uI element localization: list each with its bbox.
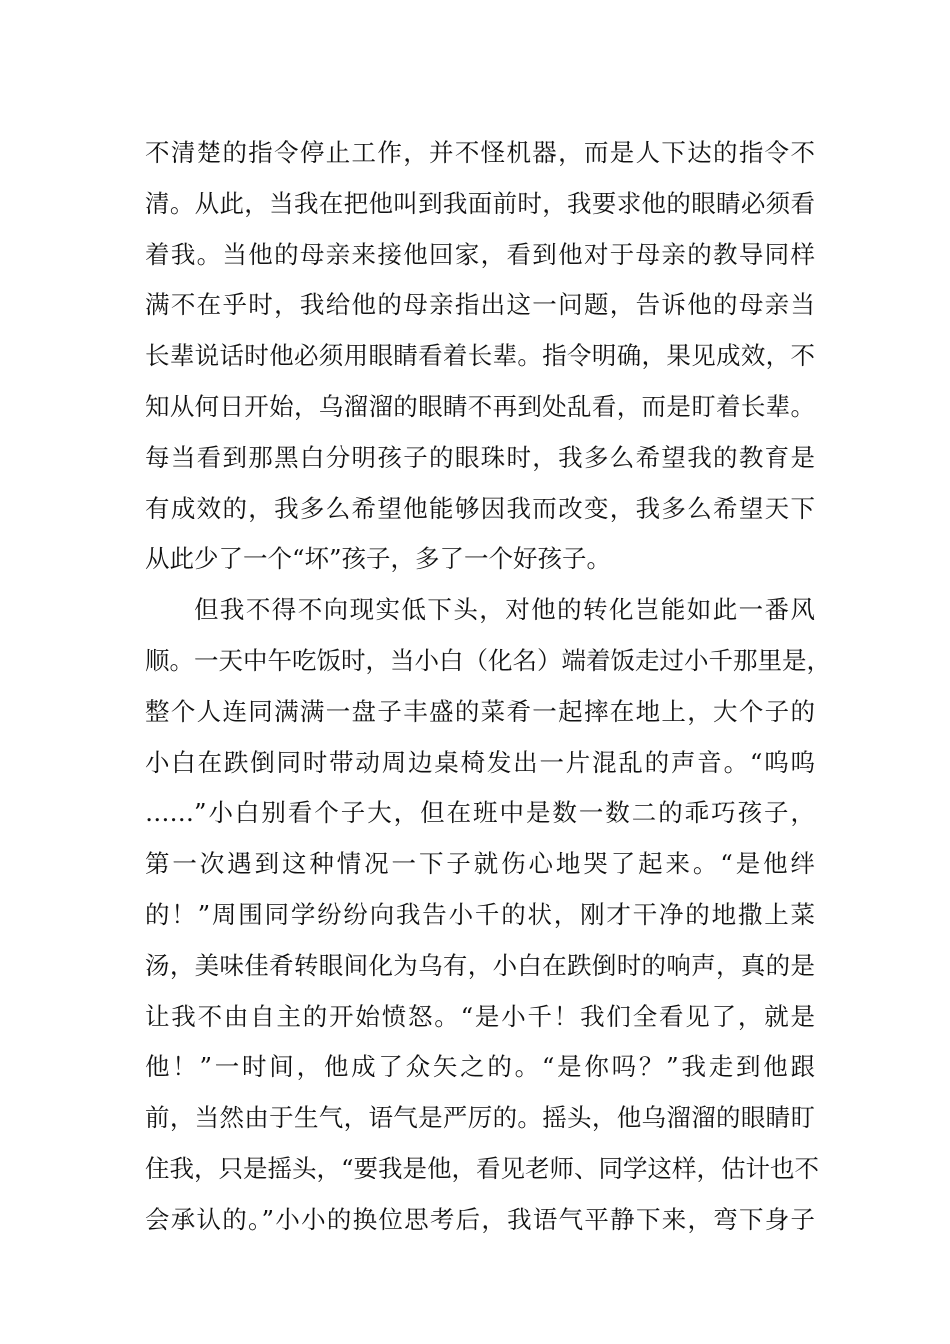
document-body xyxy=(145,128,831,1246)
text-line: 顺。一天中午吃饭时，当小白（化名）端着饭走过小千那里是， xyxy=(145,645,831,675)
text-line: 的！”周围同学纷纷向我告小千的状，刚才干净的地撒上菜 xyxy=(145,899,815,929)
text-line: 从此少了一个“坏”孩子，多了一个好孩子。 xyxy=(145,544,612,574)
text-line: 知从何日开始，乌溜溜的眼睛不再到处乱看，而是盯着长辈。 xyxy=(145,391,815,421)
text-line: 长辈说话时他必须用眼睛看着长辈。指令明确，果见成效，不 xyxy=(145,341,815,371)
text-line: 住我，只是摇头，“要我是他，看见老师、同学这样，估计也不 xyxy=(145,1153,820,1183)
text-line: 他！”一时间，他成了众矢之的。“是你吗？”我走到他跟 xyxy=(145,1052,815,1082)
text-line: 汤，美味佳肴转眼间化为乌有，小白在跌倒时的响声，真的是 xyxy=(145,950,815,980)
text-line: 会承认的。”小小的换位思考后，我语气平静下来，弯下身子 xyxy=(145,1204,815,1234)
text-line: 整个人连同满满一盘子丰盛的菜肴一起摔在地上，大个子的 xyxy=(145,696,815,726)
text-line: 满不在乎时，我给他的母亲指出这一问题，告诉他的母亲当 xyxy=(145,290,815,320)
text-line: 不清楚的指令停止工作，并不怪机器，而是人下达的指令不 xyxy=(145,138,815,167)
text-line: 小白在跌倒同时带动周边桌椅发出一片混乱的声音。“呜呜 xyxy=(145,747,815,777)
text-line: 前，当然由于生气，语气是严厉的。摇头，他乌溜溜的眼睛盯 xyxy=(145,1103,815,1133)
text-line: 让我不由自主的开始愤怒。“是小千！我们全看见了，就是 xyxy=(145,1001,815,1031)
text-line: 第一次遇到这种情况一下子就伤心地哭了起来。“是他绊 xyxy=(145,849,815,879)
paragraph-1 xyxy=(145,128,815,585)
text-line: 每当看到那黑白分明孩子的眼珠时，我多么希望我的教育是 xyxy=(145,442,815,472)
text-line: 但我不得不向现实低下头，对他的转化岂能如此一番风 xyxy=(194,595,815,625)
text-line: 有成效的，我多么希望他能够因我而改变，我多么希望天下 xyxy=(145,493,815,523)
paragraph-2 xyxy=(145,585,831,1245)
text-line: ……”小白别看个子大，但在班中是数一数二的乖巧孩子， xyxy=(145,798,815,828)
text-line: 清。从此，当我在把他叫到我面前时，我要求他的眼睛必须看 xyxy=(145,188,815,218)
text-line: 着我。当他的母亲来接他回家，看到他对于母亲的教导同样 xyxy=(145,239,815,269)
